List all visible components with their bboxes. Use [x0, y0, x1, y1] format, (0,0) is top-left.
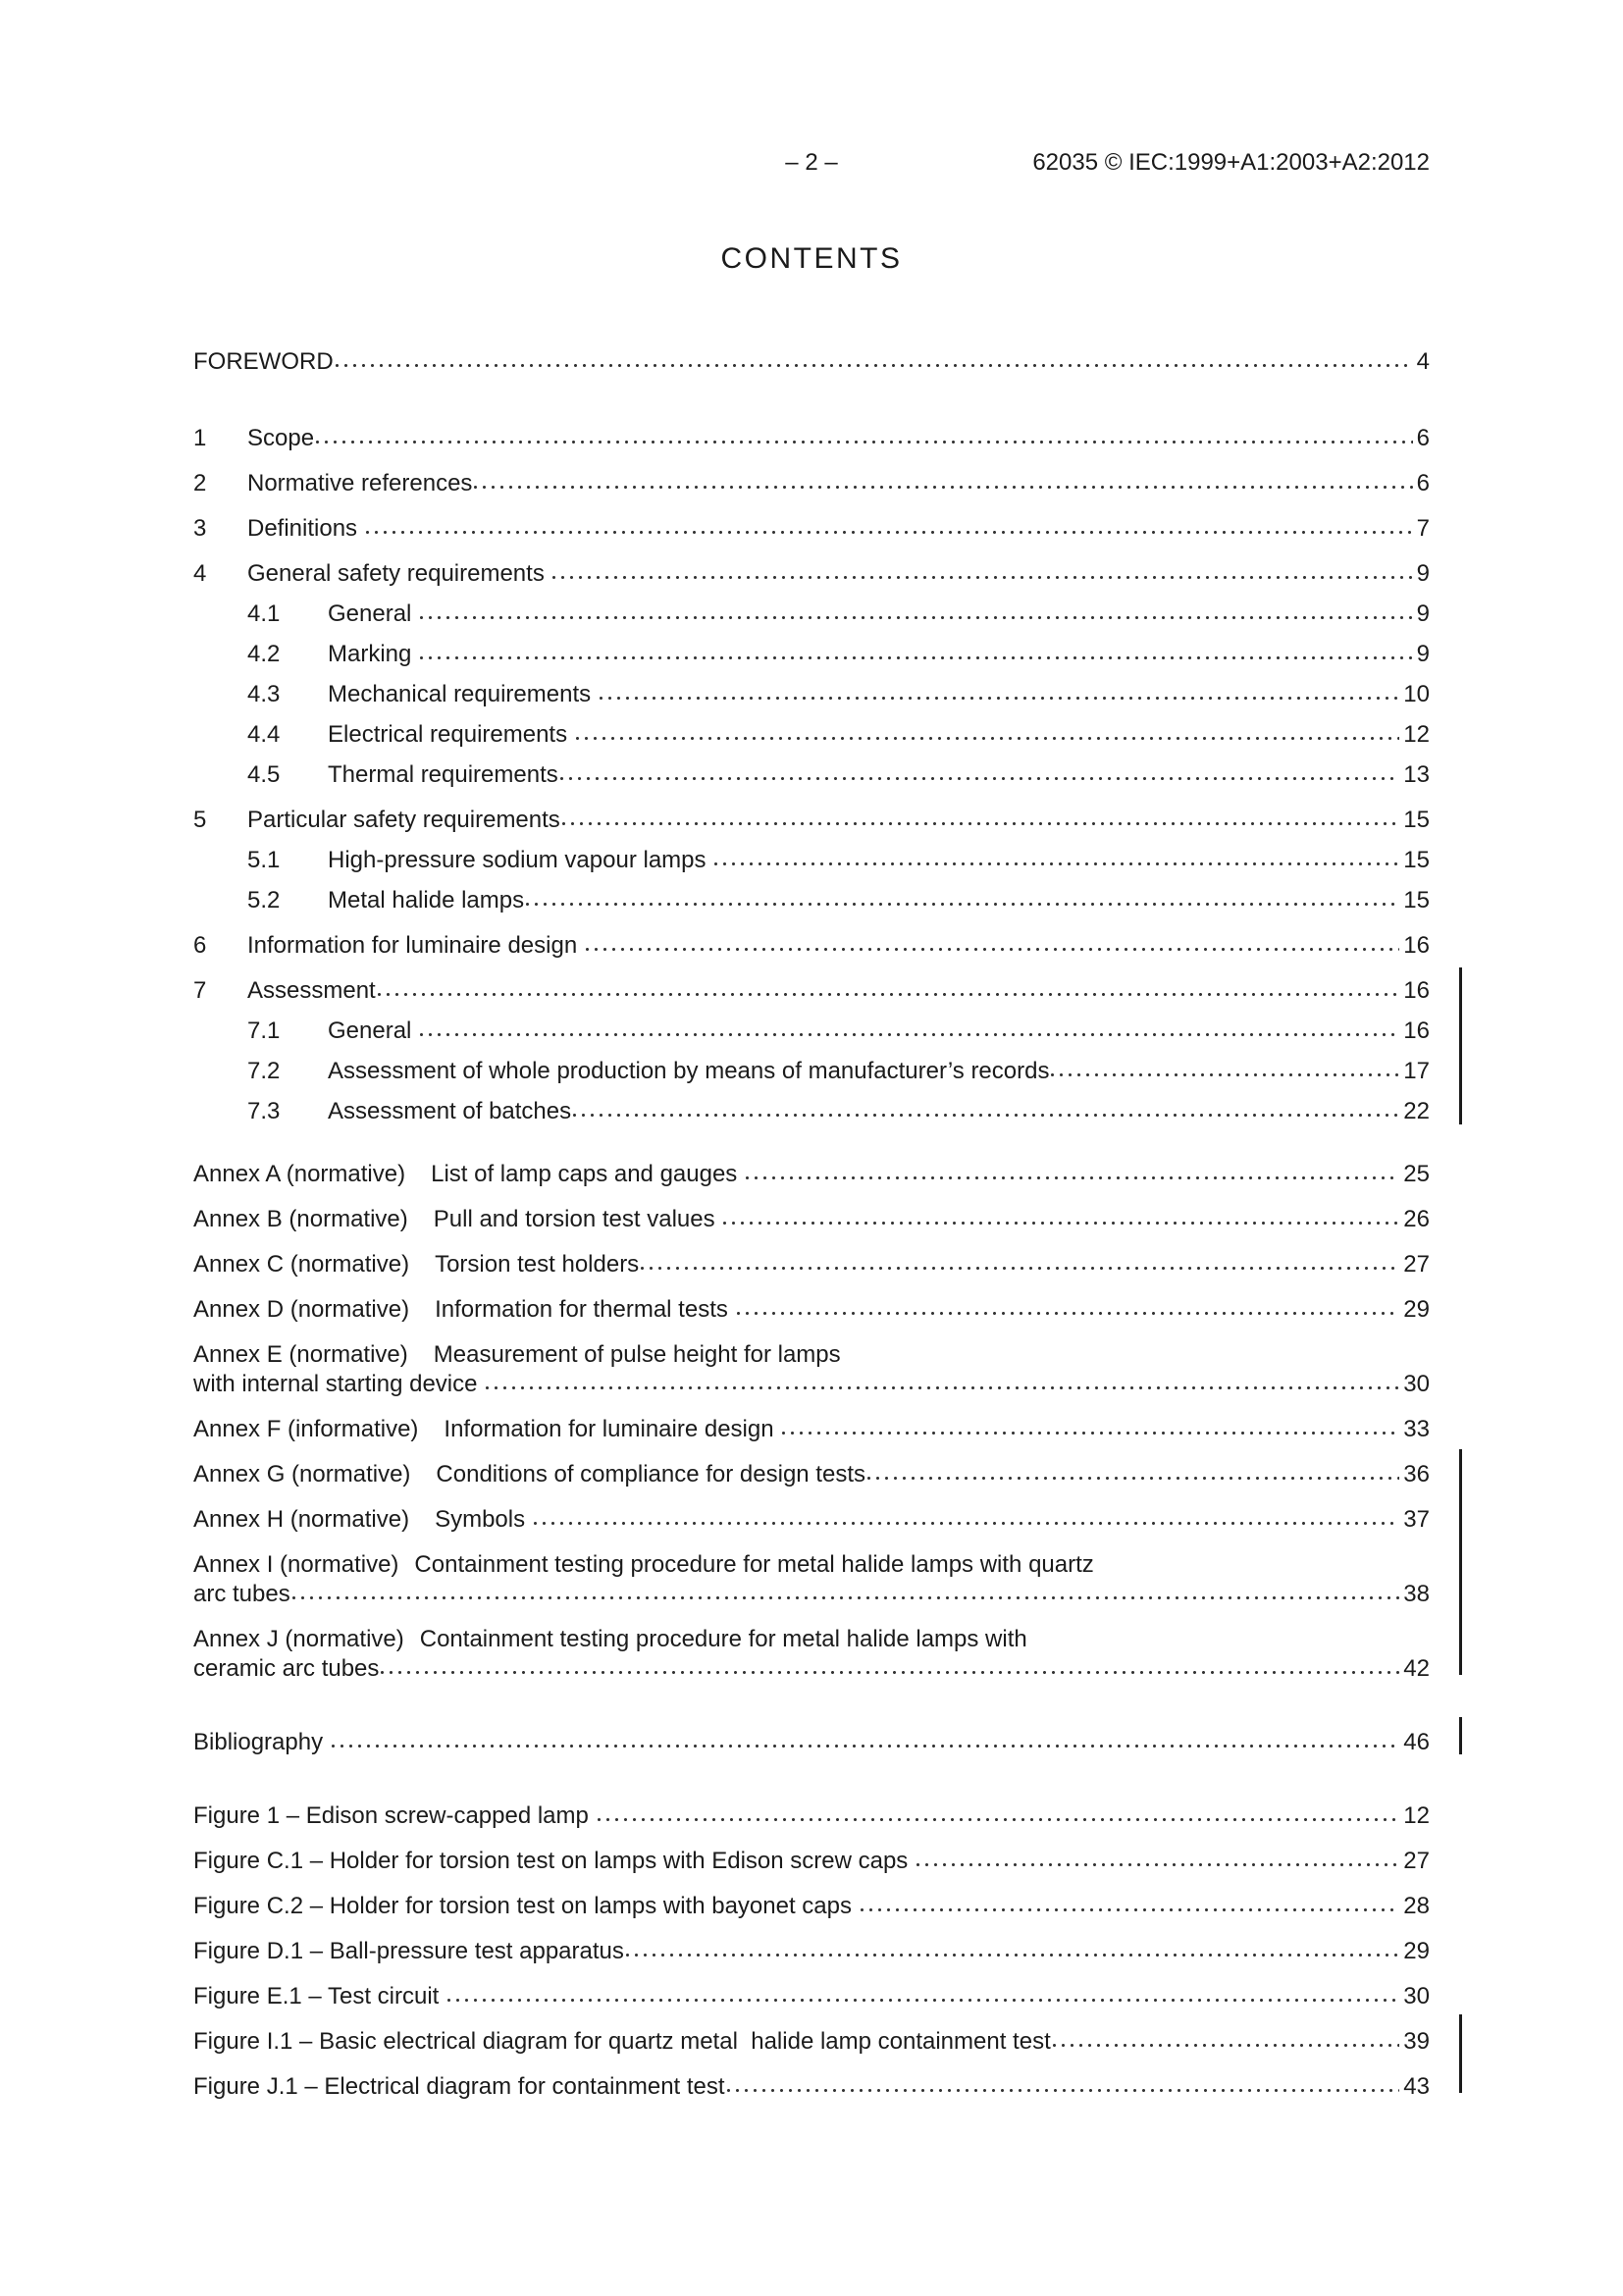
- dot-leader: [867, 1473, 1399, 1482]
- toc-entry: [193, 887, 1430, 914]
- toc-entry-continuation: [193, 1655, 1430, 1683]
- toc-entry-page: 6: [1416, 470, 1430, 496]
- toc-entry-title: Assessment of batches: [328, 1098, 572, 1124]
- toc-entry-page: 17: [1403, 1058, 1430, 1084]
- toc-entry-page: 9: [1416, 560, 1430, 587]
- toc-entry-number: 7.1: [247, 1018, 281, 1044]
- toc-entry-number: 7: [193, 977, 207, 1004]
- dot-leader: [420, 652, 1413, 661]
- dot-leader: [336, 360, 1413, 369]
- toc-entry-title: Containment testing procedure for metal halide lamps with quartz: [414, 1551, 1094, 1578]
- toc-entry-page: 16: [1403, 1018, 1430, 1044]
- toc-entry-title: Figure I.1 – Basic electrical diagram for quartz metal halide lamp containment test: [193, 2028, 1051, 2055]
- toc-entry: [193, 470, 1430, 497]
- toc-entry: [193, 1848, 1430, 1875]
- toc-entry-title: Assessment: [247, 977, 376, 1004]
- toc-entry-number: 7.2: [247, 1058, 281, 1084]
- toc-entry: [193, 425, 1430, 452]
- toc-entry-page: 26: [1403, 1206, 1430, 1232]
- toc-entry: [193, 1983, 1430, 2010]
- toc-entry-title: Measurement of pulse height for lamps: [433, 1341, 841, 1368]
- toc-entry-number: 4.3: [247, 681, 281, 707]
- toc-entry-title: Figure 1 – Edison screw-capped lamp: [193, 1802, 596, 1829]
- dot-leader: [316, 437, 1413, 445]
- toc-entry-page: 42: [1403, 1655, 1430, 1682]
- toc-entry-continuation: [193, 1581, 1430, 1608]
- toc-entry-number: 4.4: [247, 721, 281, 748]
- toc-entry: [193, 515, 1430, 543]
- toc-entry-title: Conditions of compliance for design tests: [436, 1461, 865, 1487]
- toc-entry-title: Metal halide lamps: [328, 887, 525, 913]
- toc-entry-number: 2: [193, 470, 207, 496]
- toc-entry: [193, 1626, 1430, 1653]
- toc-entry-page: 46: [1403, 1729, 1430, 1755]
- toc-entry-title: Figure E.1 – Test circuit: [193, 1983, 445, 2009]
- toc-entry-page: 29: [1403, 1938, 1430, 1964]
- dot-leader: [727, 2085, 1400, 2094]
- dot-leader: [560, 773, 1400, 782]
- dot-leader: [641, 1263, 1399, 1272]
- toc-entry: [193, 1729, 1430, 1756]
- toc-entry: [193, 641, 1430, 668]
- dot-leader: [626, 1950, 1399, 1958]
- toc-entry-page: 27: [1403, 1251, 1430, 1278]
- toc-entry-page: 37: [1403, 1506, 1430, 1533]
- toc-entry-page: 16: [1403, 932, 1430, 959]
- toc-entry-label: Annex H (normative): [193, 1506, 410, 1533]
- dot-leader: [916, 1859, 1399, 1868]
- toc-entry-page: 38: [1403, 1581, 1430, 1607]
- toc-entry-title: Normative references: [247, 470, 473, 496]
- toc-entry-number: 5.2: [247, 887, 281, 913]
- dot-leader: [447, 1995, 1399, 2004]
- toc-entry: [193, 1296, 1430, 1324]
- toc-entry: [193, 1893, 1430, 1920]
- toc-entry: [193, 681, 1430, 708]
- toc-entry-number: 7.3: [247, 1098, 281, 1124]
- toc-entry-title: Figure D.1 – Ball-pressure test apparatus: [193, 1938, 624, 1964]
- dot-leader: [598, 1814, 1400, 1823]
- toc-entry-label: Annex C (normative): [193, 1251, 410, 1278]
- dot-leader: [552, 572, 1412, 581]
- toc-entry: [193, 977, 1430, 1005]
- toc-entry-title: General safety requirements: [247, 560, 551, 587]
- toc-entry: [193, 721, 1430, 749]
- change-bar: [1459, 2014, 1462, 2093]
- toc-entry-title-line2: with internal starting device: [193, 1371, 485, 1397]
- toc-entry-title: High-pressure sodium vapour lamps: [328, 847, 713, 873]
- toc-entry-title-line2: ceramic arc tubes: [193, 1655, 380, 1682]
- toc-entry-title: Assessment of whole production by means of manufacturer’s records: [328, 1058, 1050, 1084]
- dot-leader: [1051, 1070, 1399, 1078]
- toc-entry-page: 30: [1403, 1371, 1430, 1397]
- document-reference: 62035 © IEC:1999+A1:2003+A2:2012: [1032, 149, 1430, 176]
- page-number-marker: – 2 –: [785, 149, 838, 176]
- toc-entry-title: FOREWORD: [193, 348, 334, 375]
- toc-entry-page: 27: [1403, 1848, 1430, 1874]
- dot-leader: [723, 1218, 1399, 1226]
- dot-leader: [861, 1905, 1400, 1913]
- toc-entry: [193, 1938, 1430, 1965]
- toc-entry: [193, 1341, 1430, 1369]
- toc-entry-label: Annex E (normative): [193, 1341, 408, 1368]
- toc-entry: [193, 1551, 1430, 1579]
- toc-entry-label: Annex A (normative): [193, 1161, 406, 1187]
- toc-entry-number: 3: [193, 515, 207, 542]
- toc-entry-title: Information for thermal tests: [435, 1296, 735, 1323]
- toc-entry: [193, 1206, 1430, 1233]
- toc-entry-page: 15: [1403, 847, 1430, 873]
- dot-leader: [292, 1592, 1400, 1601]
- toc-entry-page: 16: [1403, 977, 1430, 1004]
- toc-entry-page: 39: [1403, 2028, 1430, 2055]
- toc-entry: [193, 1161, 1430, 1188]
- toc-entry-page: 33: [1403, 1416, 1430, 1442]
- toc-entry-label: Annex B (normative): [193, 1206, 408, 1232]
- dot-leader: [782, 1428, 1399, 1436]
- toc-entry-label: Annex J (normative): [193, 1626, 404, 1652]
- dot-leader: [714, 859, 1399, 867]
- toc-entry-number: 1: [193, 425, 207, 451]
- table-of-contents: [193, 348, 1430, 2101]
- toc-entry-page: 36: [1403, 1461, 1430, 1487]
- dot-leader: [332, 1741, 1400, 1749]
- toc-entry: [193, 1098, 1430, 1125]
- toc-entry-number: 4: [193, 560, 207, 587]
- toc-entry-number: 5: [193, 807, 207, 833]
- dot-leader: [381, 1667, 1399, 1676]
- toc-entry-page: 12: [1403, 1802, 1430, 1829]
- dot-leader: [366, 527, 1413, 536]
- toc-entry-title: Particular safety requirements: [247, 807, 560, 833]
- toc-entry: [193, 2028, 1430, 2056]
- dot-leader: [600, 693, 1400, 702]
- toc-entry: [193, 932, 1430, 960]
- toc-entry-title: General: [328, 600, 419, 627]
- dot-leader: [420, 612, 1413, 621]
- toc-entry-title-line2: arc tubes: [193, 1581, 290, 1607]
- toc-entry-number: 4.1: [247, 600, 281, 627]
- toc-entry-page: 4: [1416, 348, 1430, 375]
- toc-entry-title: Containment testing procedure for metal halide lamps with: [419, 1626, 1027, 1652]
- dot-leader: [486, 1383, 1399, 1391]
- toc-entry-title: Figure C.1 – Holder for torsion test on lamps with Edison screw caps: [193, 1848, 915, 1874]
- dot-leader: [534, 1518, 1400, 1527]
- toc-entry: [193, 807, 1430, 834]
- toc-entry-label: Annex F (informative): [193, 1416, 419, 1442]
- toc-entry: [193, 1018, 1430, 1045]
- dot-leader: [474, 482, 1412, 491]
- toc-entry-label: Annex I (normative): [193, 1551, 399, 1578]
- dot-leader: [562, 818, 1400, 827]
- toc-entry-title: Mechanical requirements: [328, 681, 598, 707]
- toc-entry: [193, 348, 1430, 376]
- toc-entry-continuation: [193, 1371, 1430, 1398]
- contents-heading: CONTENTS: [720, 242, 903, 275]
- toc-entry: [193, 560, 1430, 588]
- toc-entry-title: Figure J.1 – Electrical diagram for containment test: [193, 2073, 725, 2100]
- toc-entry-label: Annex D (normative): [193, 1296, 410, 1323]
- toc-entry-title: Information for luminaire design: [444, 1416, 781, 1442]
- toc-entry: [193, 761, 1430, 789]
- toc-entry-title: Torsion test holders: [435, 1251, 640, 1278]
- toc-entry-label: Annex G (normative): [193, 1461, 411, 1487]
- toc-entry: [193, 1251, 1430, 1278]
- toc-entry-title: Electrical requirements: [328, 721, 574, 748]
- dot-leader: [573, 1110, 1399, 1119]
- toc-entry-page: 6: [1416, 425, 1430, 451]
- toc-entry-page: 10: [1403, 681, 1430, 707]
- toc-entry-page: 9: [1416, 641, 1430, 667]
- dot-leader: [378, 989, 1400, 998]
- change-bar: [1459, 967, 1462, 1124]
- toc-entry-number: 6: [193, 932, 207, 959]
- dot-leader: [576, 733, 1400, 742]
- toc-entry: [193, 1058, 1430, 1085]
- dot-leader: [746, 1173, 1399, 1181]
- toc-entry: [193, 847, 1430, 874]
- dot-leader: [586, 944, 1399, 953]
- dot-leader: [737, 1308, 1400, 1317]
- toc-entry-title: General: [328, 1018, 419, 1044]
- toc-entry-title: Thermal requirements: [328, 761, 558, 788]
- toc-entry-page: 22: [1403, 1098, 1430, 1124]
- toc-entry: [193, 2073, 1430, 2101]
- toc-entry-title: List of lamp caps and gauges: [431, 1161, 744, 1187]
- toc-entry-page: 7: [1416, 515, 1430, 542]
- change-bar: [1459, 1717, 1462, 1754]
- toc-entry-title: Scope: [247, 425, 315, 451]
- toc-entry-number: 5.1: [247, 847, 281, 873]
- toc-entry-page: 30: [1403, 1983, 1430, 2009]
- toc-entry: [193, 1416, 1430, 1443]
- toc-entry-page: 13: [1403, 761, 1430, 788]
- toc-entry-title: Definitions: [247, 515, 364, 542]
- change-bar: [1459, 1449, 1462, 1675]
- toc-entry-title: Bibliography: [193, 1729, 330, 1755]
- dot-leader: [420, 1029, 1399, 1038]
- toc-entry: [193, 600, 1430, 628]
- toc-entry-title: Pull and torsion test values: [433, 1206, 722, 1232]
- dot-leader: [1053, 2040, 1400, 2049]
- toc-entry: [193, 1802, 1430, 1830]
- toc-entry-number: 4.5: [247, 761, 281, 788]
- toc-entry: [193, 1461, 1430, 1488]
- toc-entry-page: 25: [1403, 1161, 1430, 1187]
- toc-entry-page: 43: [1403, 2073, 1430, 2100]
- toc-entry-page: 29: [1403, 1296, 1430, 1323]
- toc-entry-page: 9: [1416, 600, 1430, 627]
- toc-entry-number: 4.2: [247, 641, 281, 667]
- toc-entry-page: 28: [1403, 1893, 1430, 1919]
- toc-entry-title: Information for luminaire design: [247, 932, 584, 959]
- toc-entry: [193, 1506, 1430, 1534]
- toc-entry-page: 15: [1403, 887, 1430, 913]
- dot-leader: [526, 899, 1399, 908]
- toc-entry-page: 15: [1403, 807, 1430, 833]
- toc-entry-title: Marking: [328, 641, 419, 667]
- toc-entry-page: 12: [1403, 721, 1430, 748]
- toc-entry-title: Figure C.2 – Holder for torsion test on lamps with bayonet caps: [193, 1893, 859, 1919]
- toc-entry-title: Symbols: [435, 1506, 532, 1533]
